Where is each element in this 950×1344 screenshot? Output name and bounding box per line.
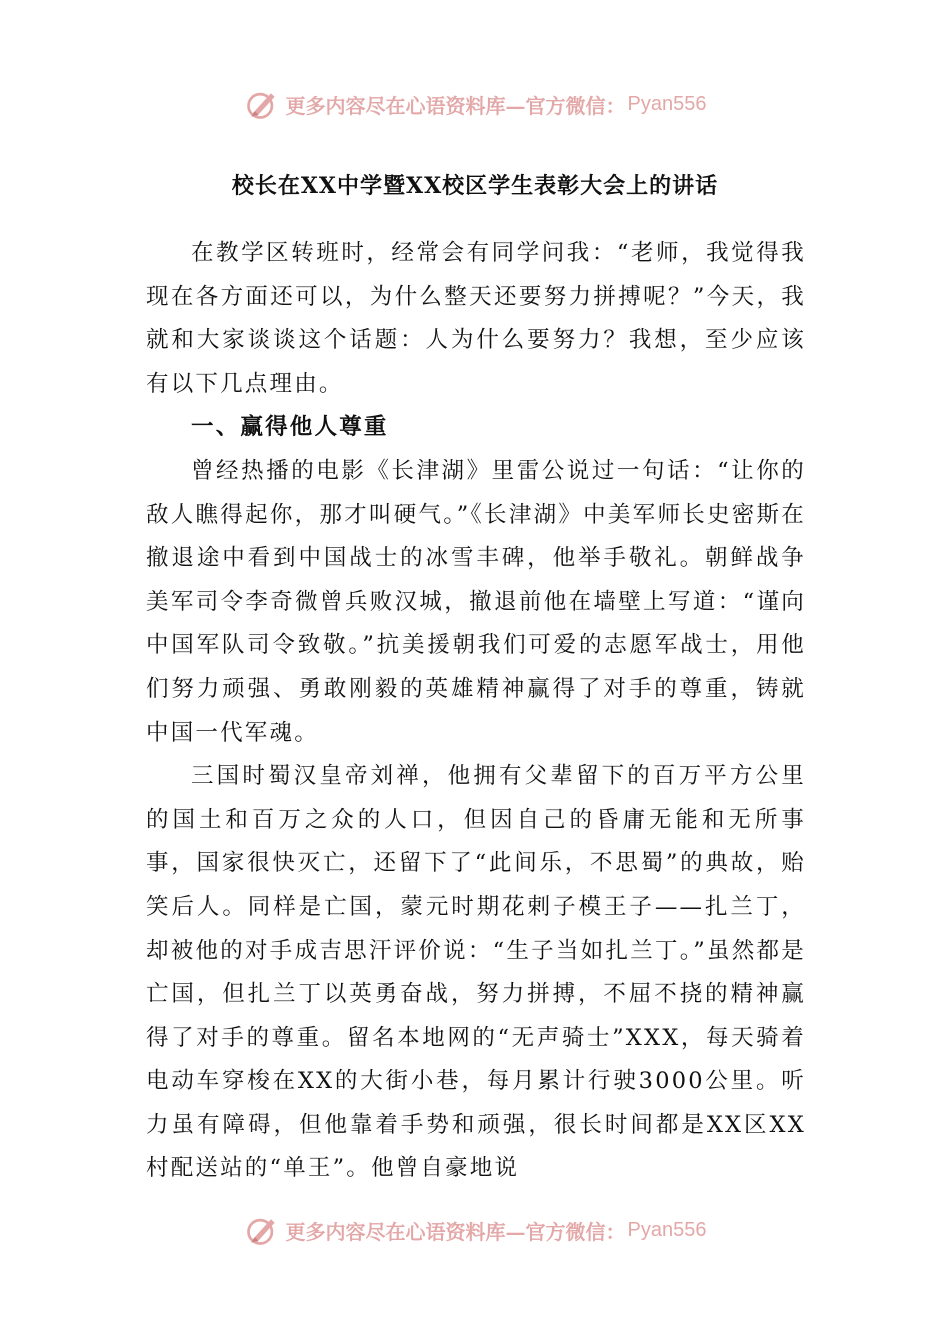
body-paragraph-2: 三国时蜀汉皇帝刘禅，他拥有父辈留下的百万平方公里的国土和百万之众的人口，但因自己的昏庸无能和无所事事，国家很快灭亡，还留下了“此间乐，不思蜀”的典故，贻笑后人。同样是亡国，蒙元时期花剌子模王子——扎兰丁，却被他的对手成吉思汗评价说：“生子当如扎兰丁。”虽然都是亡国，但扎兰丁以英勇奋战，努力拼搏，不屈不挠的精神赢得了对手的尊重。留名本地网的“无声骑士”XXX，每天骑着电动车穿梭在XX的大街小巷，每月累计行驶3000公里。听力虽有障碍，但他靠着手势和顽强，很长时间都是XX区XX村配送站的“单王”。他曾自豪地说 — [146, 763, 806, 1182]
document-body — [146, 232, 806, 1191]
header-watermark-banner — [0, 84, 950, 124]
document-title: 校长在XX中学暨XX校区学生表彰大会上的讲话 — [231, 173, 719, 199]
intro-paragraph: 在教学区转班时，经常会有同学问我：“老师，我觉得我现在各方面还可以，为什么整天还要努力拼搏呢？”今天，我就和大家谈谈这个话题：人为什么要努力？我想，至少应该有以下几点理由。 — [146, 240, 806, 397]
watermark-text: 更多内容尽在心语资料库—官方微信： — [285, 93, 626, 118]
section-heading: 一、赢得他人尊重 — [191, 414, 389, 441]
watermark-text: 更多内容尽在心语资料库—官方微信： — [285, 1219, 626, 1244]
watermark-wechat-id: Pyan556 — [627, 1218, 707, 1241]
pen-logo-icon — [244, 86, 280, 122]
body-paragraph-1: 曾经热播的电影《长津湖》里雷公说过一句话：“让你的敌人瞧得起你，那才叫硬气。”《长津湖》中美军师长史密斯在撤退途中看到中国战士的冰雪丰碑，他举手敬礼。朝鲜战争美军司令李奇微曾兵败汉城，撤退前他在墙壁上写道：“谨向中国军队司令致敬。”抗美援朝我们可爱的志愿军战士，用他们努力顽强、勇敢刚毅的英雄精神赢得了对手的尊重，铸就中国一代军魂。 — [146, 457, 806, 746]
footer-watermark-banner — [0, 1210, 950, 1250]
watermark-wechat-id: Pyan556 — [627, 92, 707, 115]
pen-logo-icon — [244, 1212, 280, 1248]
